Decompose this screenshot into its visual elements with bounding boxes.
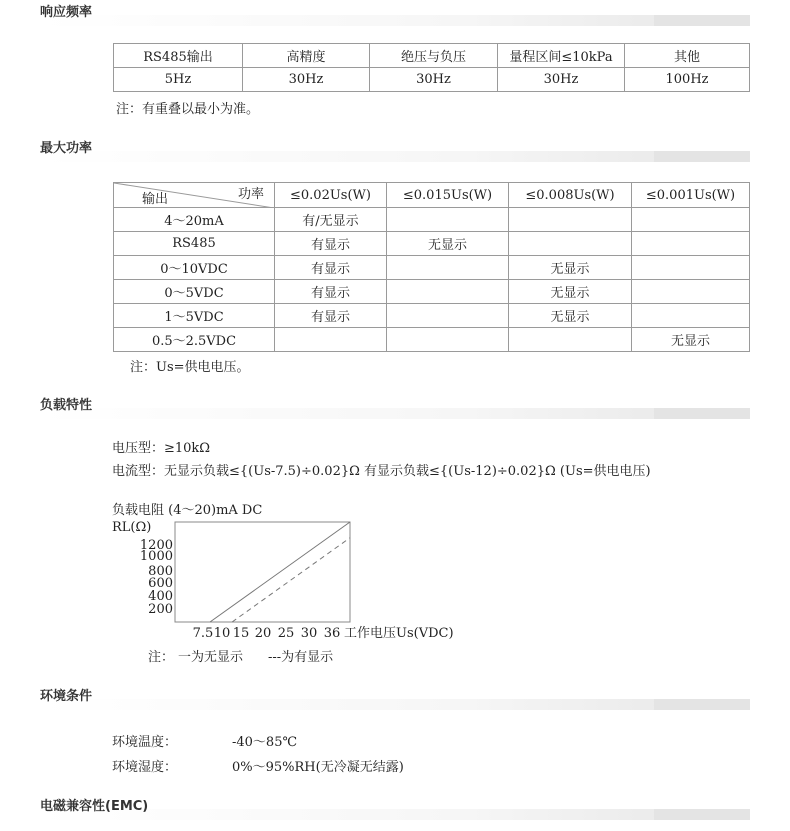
cell — [632, 256, 750, 280]
chart-legend-solid: 一为无显示 — [178, 650, 244, 665]
x-tick-label: 7.5 — [192, 626, 214, 641]
section-response — [0, 4, 790, 28]
cell: 无显示 — [387, 232, 509, 256]
cell — [275, 328, 387, 352]
cell: 无显示 — [509, 256, 632, 280]
row-label: 0～5VDC — [114, 280, 275, 304]
x-tick-label: 25 — [277, 626, 295, 641]
section-divider — [40, 151, 750, 162]
table-row — [114, 328, 750, 352]
row-label: 0～10VDC — [114, 256, 275, 280]
response-value: 30Hz — [498, 68, 625, 92]
max-power-table — [113, 182, 750, 352]
response-header: 其他 — [625, 44, 750, 68]
row-label: 4～20mA — [114, 208, 275, 232]
chart-x-label: 工作电压Us(VDC) — [344, 626, 454, 641]
cell — [509, 232, 632, 256]
y-tick-label: 200 — [148, 602, 173, 617]
power-header: ≤0.02Us(W) — [275, 183, 387, 208]
power-corner-top: 功率 — [237, 187, 264, 202]
response-header: 绝压与负压 — [370, 44, 498, 68]
cell: 有显示 — [275, 280, 387, 304]
response-value: 100Hz — [625, 68, 750, 92]
cell — [387, 328, 509, 352]
cell: 有显示 — [275, 232, 387, 256]
section-divider — [40, 408, 750, 419]
cell — [632, 304, 750, 328]
chart-legend-prefix: 注： — [148, 650, 175, 665]
cell — [387, 280, 509, 304]
table-row — [114, 208, 750, 232]
cell — [509, 328, 632, 352]
section-title-env: 环境条件 — [40, 689, 93, 704]
section-divider — [40, 15, 750, 26]
section-load — [0, 397, 790, 421]
cell — [632, 232, 750, 256]
cell — [632, 208, 750, 232]
section-emc — [0, 798, 790, 822]
response-header: RS485输出 — [114, 44, 243, 68]
y-tick-label: 400 — [148, 589, 173, 604]
x-tick-label: 10 — [213, 626, 231, 641]
env-humid-value: 0%～95%RH(无冷凝无结露) — [232, 760, 404, 775]
cell: 有/无显示 — [275, 208, 387, 232]
series-line-display — [232, 538, 350, 622]
cell — [632, 280, 750, 304]
env-humid-label: 环境湿度： — [112, 760, 178, 775]
row-label: 1～5VDC — [114, 304, 275, 328]
section-power — [0, 140, 790, 164]
section-env — [0, 688, 790, 712]
cell: 有显示 — [275, 256, 387, 280]
response-frequency-table — [113, 43, 750, 92]
cell — [387, 304, 509, 328]
response-value: 5Hz — [114, 68, 243, 92]
chart-title: 负载电阻 (4～20)mA DC — [112, 503, 263, 518]
cell — [509, 208, 632, 232]
power-corner-bottom: 输出 — [142, 192, 169, 207]
table-row — [114, 256, 750, 280]
env-temp-label: 环境温度： — [112, 735, 178, 750]
x-tick-label: 20 — [254, 626, 272, 641]
cell: 无显示 — [509, 304, 632, 328]
power-note: 注：Us=供电电压。 — [130, 360, 250, 375]
chart-y-label: RL(Ω) — [112, 520, 152, 535]
y-tick-label: 600 — [148, 576, 173, 591]
load-resistance-chart — [108, 500, 478, 670]
series-line-no-display — [210, 522, 350, 622]
cell — [387, 208, 509, 232]
env-temp-value: -40～85℃ — [232, 735, 298, 750]
table-row — [114, 304, 750, 328]
y-tick-label: 1200 — [139, 538, 173, 553]
x-tick-label: 36 — [323, 626, 341, 641]
cell — [387, 256, 509, 280]
response-header: 量程区间≤10kPa — [498, 44, 625, 68]
cell: 有显示 — [275, 304, 387, 328]
row-label: RS485 — [114, 232, 275, 256]
section-title-response: 响应频率 — [40, 5, 93, 20]
chart-frame — [175, 522, 350, 622]
cell: 无显示 — [632, 328, 750, 352]
power-header: ≤0.001Us(W) — [632, 183, 750, 208]
y-tick-label: 1000 — [139, 549, 173, 564]
section-divider — [40, 699, 750, 710]
section-title-emc: 电磁兼容性(EMC) — [40, 799, 149, 814]
row-label: 0.5～2.5VDC — [114, 328, 275, 352]
response-value: 30Hz — [243, 68, 370, 92]
response-note: 注：有重叠以最小为准。 — [116, 102, 260, 117]
power-header: ≤0.015Us(W) — [387, 183, 509, 208]
power-corner-cell — [114, 183, 275, 208]
voltage-load-line: 电压型：≥10kΩ — [112, 441, 211, 456]
table-row — [114, 280, 750, 304]
chart-legend-dashed: ---为有显示 — [268, 650, 334, 665]
x-tick-label: 15 — [232, 626, 250, 641]
response-header: 高精度 — [243, 44, 370, 68]
y-tick-label: 800 — [148, 564, 173, 579]
x-tick-label: 30 — [300, 626, 318, 641]
section-title-load: 负载特性 — [40, 398, 93, 413]
current-load-line: 电流型：无显示负载≤{(Us-7.5)÷0.02}Ω 有显示负载≤{(Us-12)÷0.02}Ω (Us=供电电压) — [112, 464, 651, 479]
power-header: ≤0.008Us(W) — [509, 183, 632, 208]
cell: 无显示 — [509, 280, 632, 304]
table-row — [114, 232, 750, 256]
response-value: 30Hz — [370, 68, 498, 92]
section-title-power: 最大功率 — [40, 141, 93, 156]
